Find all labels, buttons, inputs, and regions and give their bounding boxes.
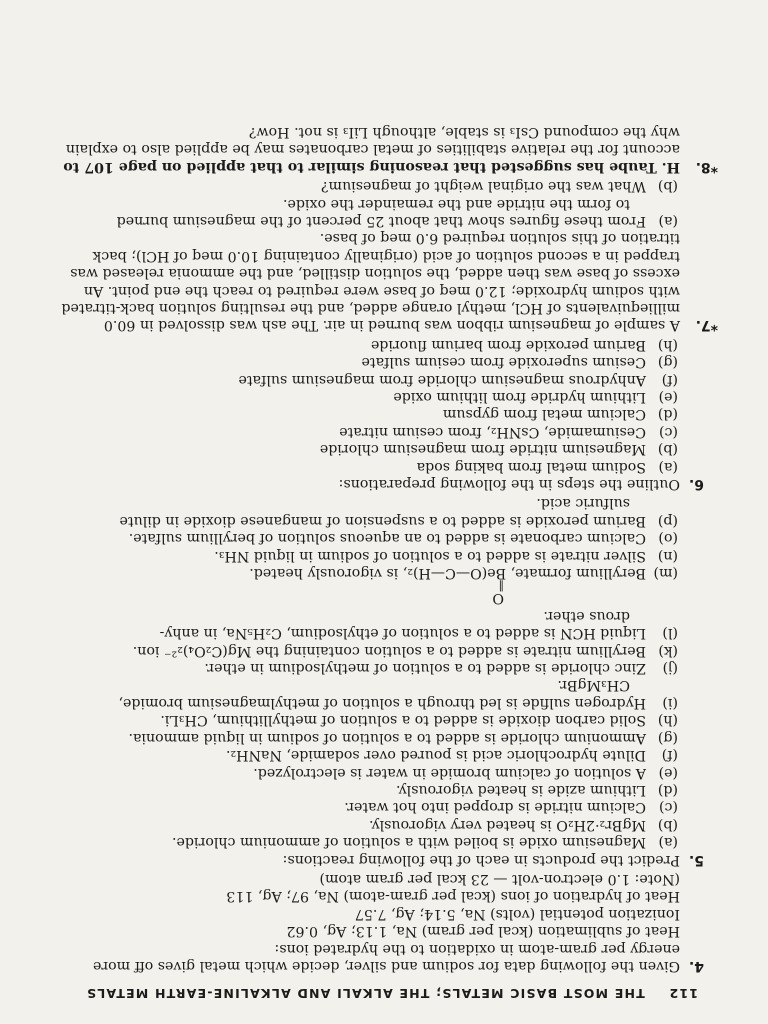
item-text: Magnesium nitride from magnesium chloride bbox=[319, 441, 646, 458]
running-header bbox=[58, 985, 698, 1002]
problem-stem: Outline the steps in the following preparations: bbox=[338, 476, 680, 493]
list-item bbox=[56, 781, 680, 798]
item-label: (a) bbox=[658, 212, 678, 229]
page-content bbox=[56, 121, 718, 975]
list-item bbox=[56, 798, 680, 815]
list-item bbox=[56, 194, 680, 229]
list-item bbox=[56, 833, 680, 850]
item-text: Lithium hydride from lithium oxide bbox=[393, 389, 646, 405]
data-line: Ionization potential (volts) Na, 5.14; Ag, 7.57 bbox=[354, 905, 680, 922]
item-text: Cesiumamide, CsNH₂, from cesium nitrate bbox=[339, 423, 646, 440]
item-label: (a) bbox=[658, 834, 678, 851]
item-text: Beryllium nitrate is added to a solution containing the Mg(C₂O₄)₂²⁻ ion. bbox=[132, 642, 646, 659]
item-text: Liquid HCN is added to a solution of ethylsodium, C₂H₅Na, in anhy- bbox=[159, 625, 646, 642]
item-label: (e) bbox=[658, 764, 678, 781]
item-label: (o) bbox=[658, 530, 678, 547]
item-text: Beryllium formate, Be(O—C—H)₂, is vigorously heated. bbox=[249, 565, 646, 582]
list-item bbox=[56, 711, 680, 728]
item-label: (c) bbox=[658, 799, 678, 816]
item-label: (d) bbox=[657, 406, 678, 423]
reaction-list-continued bbox=[56, 494, 680, 581]
item-text: Zinc chloride is added to a solution of methylsodium in ether. bbox=[204, 660, 646, 677]
list-item bbox=[56, 353, 680, 370]
list-item bbox=[56, 405, 680, 422]
data-line: Heat of sublimation (kcal per gram) Na, 1.13; Ag, 0.62 bbox=[286, 923, 680, 940]
item-text: What was the original weight of magnesium? bbox=[320, 178, 646, 195]
item-label: (g) bbox=[657, 354, 678, 371]
formula-double-bond: ‖ bbox=[497, 580, 504, 594]
problem-stem: Predict the products in each of the following reactions: bbox=[282, 851, 680, 868]
problem-stem-rest: account for the relative stabilities of metal carbonates may be applied also to explain why the compound CsI₃ is stable, although LiI₃ is not. How? bbox=[65, 123, 680, 158]
list-item bbox=[56, 388, 680, 405]
list-item bbox=[56, 440, 680, 457]
item-label: (e) bbox=[658, 389, 678, 405]
list-item bbox=[56, 676, 680, 711]
item-label: (b) bbox=[657, 178, 678, 195]
data-block bbox=[56, 870, 680, 940]
item-label: (h) bbox=[657, 712, 678, 729]
list-item bbox=[56, 546, 680, 563]
item-label: (p) bbox=[657, 512, 678, 529]
item-text: Calcium carbonate is added to an aqueous solution of beryllium sulfate. bbox=[128, 530, 646, 547]
problem-5 bbox=[56, 494, 704, 868]
list-item bbox=[56, 457, 680, 474]
running-title: THE MOST BASIC METALS; THE ALKALI AND ALKALINE-EARTH METALS bbox=[85, 986, 645, 1001]
item-label: (g) bbox=[657, 729, 678, 746]
item-label: (m) bbox=[653, 565, 678, 582]
item-label: (d) bbox=[657, 781, 678, 798]
item-text: Calcium metal from gypsum bbox=[442, 406, 646, 423]
list-item bbox=[56, 659, 680, 676]
item-label: (l) bbox=[662, 625, 678, 642]
list-item bbox=[56, 564, 680, 581]
problem-6 bbox=[56, 335, 704, 492]
item-continuation: to form the nitride and the remainder the oxide. bbox=[283, 195, 630, 212]
item-text: Calcium nitride is dropped into hot water. bbox=[344, 799, 646, 816]
item-continuation: drous ether. bbox=[543, 607, 630, 624]
item-label: (a) bbox=[658, 458, 678, 475]
list-item bbox=[56, 763, 680, 780]
reaction-list bbox=[56, 606, 680, 850]
item-label: (i) bbox=[662, 694, 678, 711]
problem-number: 5. bbox=[688, 851, 704, 868]
preparation-list bbox=[56, 335, 680, 474]
list-item bbox=[56, 746, 680, 763]
problem-8 bbox=[56, 123, 718, 175]
item-label: (j) bbox=[662, 660, 678, 677]
problem-number: 4. bbox=[688, 958, 704, 974]
item-continuation: sulfuric acid. bbox=[536, 495, 630, 512]
item-text: A solution of calcium bromide in water is electrolyzed. bbox=[253, 764, 646, 781]
problem-number: 6. bbox=[688, 476, 704, 493]
list-item bbox=[56, 641, 680, 658]
item-text: Barium peroxide is added to a suspension of manganese dioxide in dilute bbox=[119, 512, 646, 529]
item-label: (b) bbox=[657, 816, 678, 833]
item-label: (c) bbox=[658, 423, 678, 440]
formula-carbonyl-oxygen: O bbox=[492, 590, 504, 607]
item-label: (f) bbox=[661, 371, 678, 388]
item-label: (n) bbox=[657, 547, 678, 564]
page-number: 112 bbox=[668, 986, 698, 1001]
list-item bbox=[56, 177, 680, 194]
item-text: Lithium azide is heated vigorously. bbox=[396, 781, 646, 798]
item-label: (b) bbox=[657, 441, 678, 458]
item-text: Silver nitrate is added to a solution of sodium in liquid NH₃. bbox=[214, 547, 646, 564]
item-text: Sodium metal from baking soda bbox=[416, 458, 646, 475]
problem-stem: A sample of magnesium ribbon was burned in air. The ash was dissolved in 60.0 milliequivalents of HCl, methyl orange added, and the resulting solution back-titrated with sodium hydroxide; 12.0 meq of base were required to reach the end point. An excess of base was then added, the solution distilled, and the ammonia released was trapped in a second solution of acid (originally containing 10.0 meq of HCl); back titration of this solution required 6.0 meq of base. bbox=[61, 230, 680, 334]
list-item bbox=[56, 529, 680, 546]
item-text: Solid carbon dioxide is added to a solution of methyllithium, CH₃Li. bbox=[160, 712, 646, 729]
item-label: (k) bbox=[658, 642, 678, 659]
problem-number: *7. bbox=[695, 317, 718, 334]
item-text: From these figures show that about 25 percent of the magnesium burned bbox=[116, 212, 646, 229]
data-note: (Note: 1.0 electron-volt — 23 kcal per gram atom) bbox=[319, 870, 680, 887]
list-item bbox=[56, 815, 680, 832]
problem-number: *8. bbox=[695, 158, 718, 175]
item-label: (f) bbox=[661, 747, 678, 764]
problem-7 bbox=[56, 177, 718, 334]
problem-4 bbox=[56, 870, 704, 974]
problem-stem bbox=[56, 123, 680, 175]
item-continuation: CH₃MgBr. bbox=[557, 677, 630, 694]
data-line: Heat of hydration of ions (kcal per gram-atom) Na, 97; Ag, 113 bbox=[226, 888, 680, 905]
item-text: Barium peroxide from barium fluoride bbox=[370, 336, 646, 353]
list-item bbox=[56, 422, 680, 439]
list-item bbox=[56, 728, 680, 745]
list-item bbox=[56, 494, 680, 529]
item-text: MgBr₂·2H₂O is heated very vigorously. bbox=[368, 816, 646, 833]
item-text: Dilute hydrochloric acid is poured over sodamide, NaNH₂. bbox=[225, 747, 646, 764]
item-text: Anhydrous magnesium chloride from magnesium sulfate bbox=[238, 371, 646, 388]
item-label: (h) bbox=[657, 336, 678, 353]
list-item bbox=[56, 370, 680, 387]
item-text: Cesium superoxide from cesium sulfate bbox=[361, 354, 646, 371]
problem-stem-bold: H. Taube has suggested that reasoning similar to that applied on page 107 to bbox=[63, 158, 680, 175]
list-item bbox=[56, 335, 680, 352]
item-text: Ammonium chloride is added to a solution of sodium in liquid ammonia. bbox=[128, 729, 646, 746]
item-text: Hydrogen sulfide is led through a solution of methylmagnesium bromide, bbox=[118, 694, 646, 711]
subquestion-list bbox=[56, 177, 680, 229]
problem-stem: Given the following data for sodium and silver, decide which metal gives off more energy per gram-atom in oxidation to the hydrated ions: bbox=[92, 940, 680, 974]
item-text: Magnesium oxide is boiled with a solution of ammonium chloride. bbox=[172, 834, 646, 851]
list-item bbox=[56, 606, 680, 641]
